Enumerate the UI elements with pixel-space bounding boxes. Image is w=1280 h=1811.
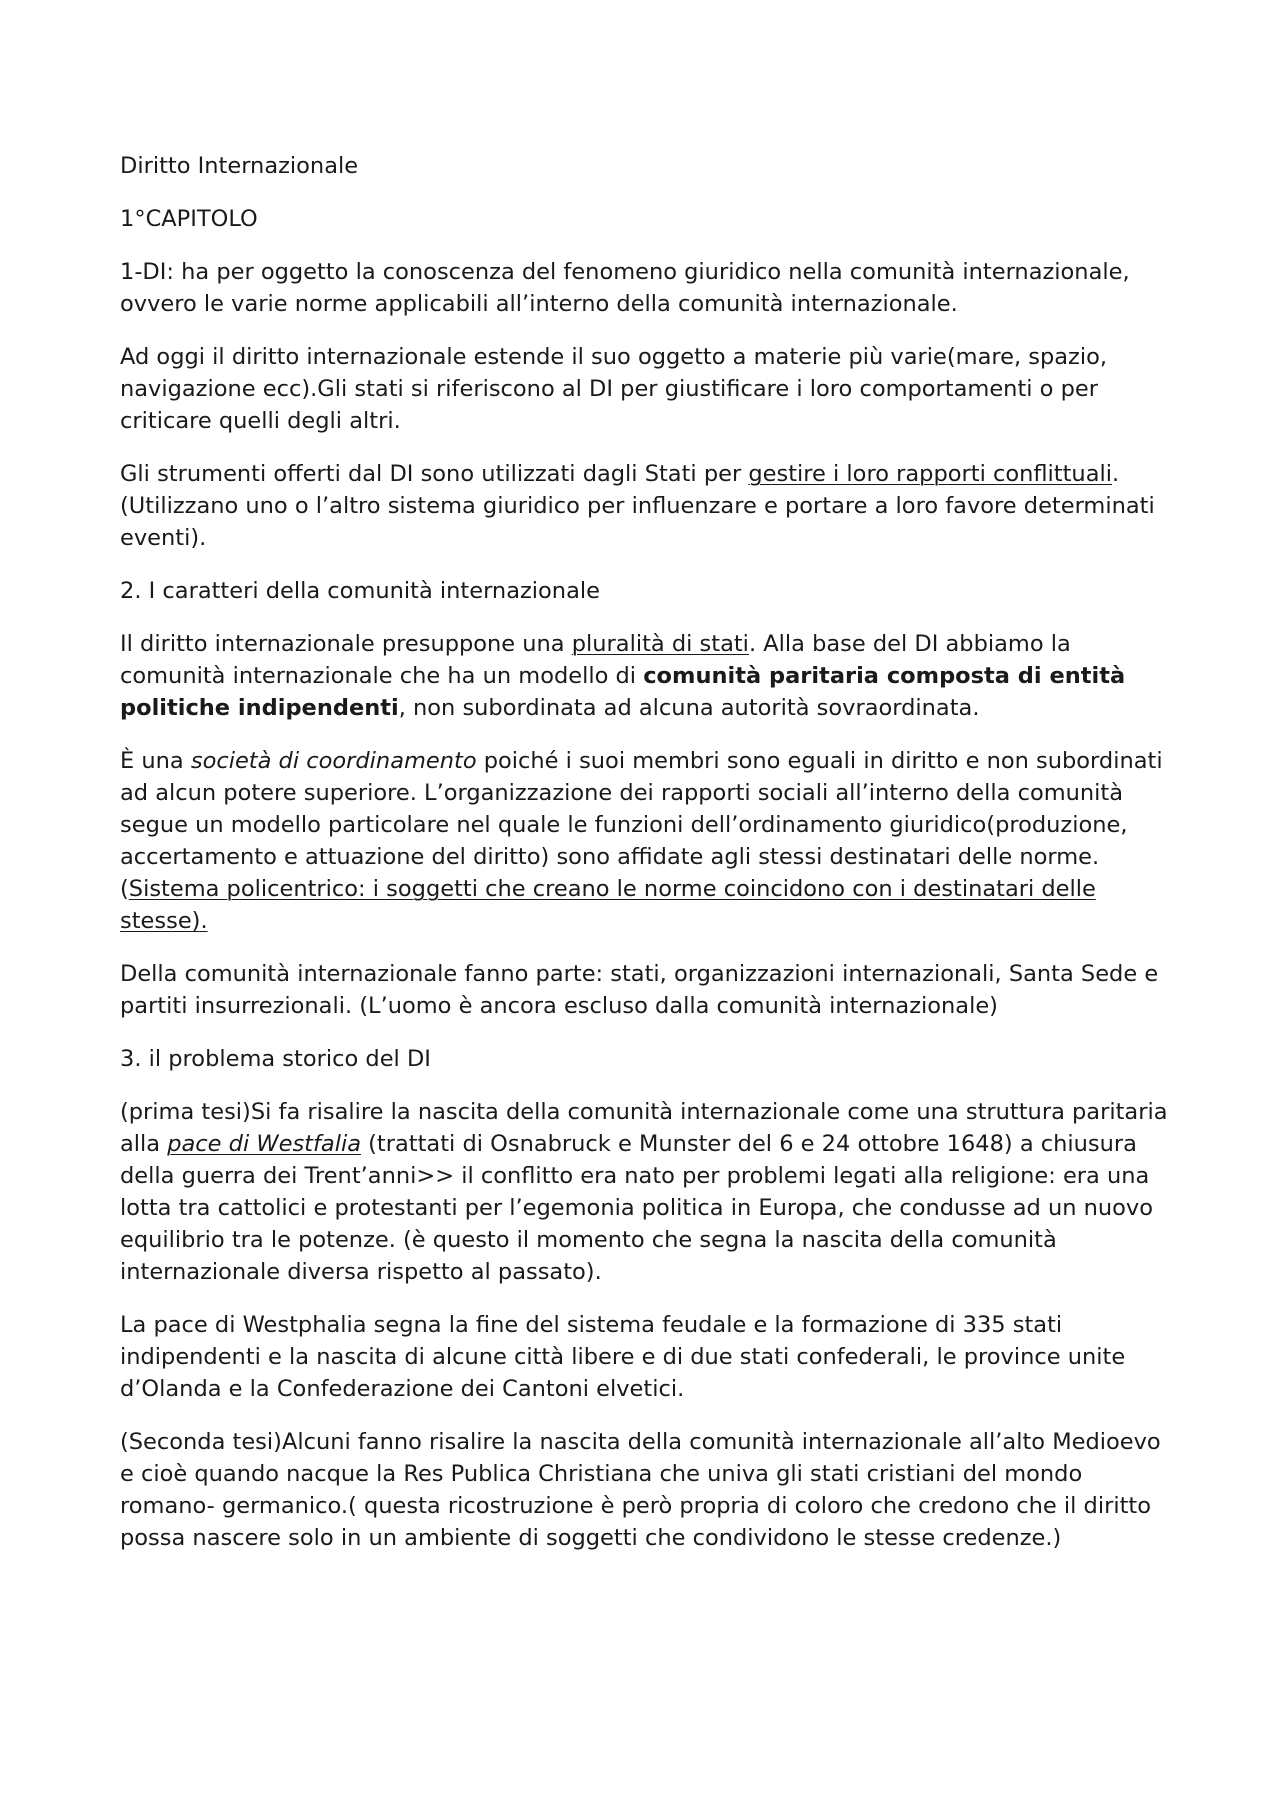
paragraph-8: La pace di Westphalia segna la fine del sistema feudale e la formazione di 335 stati indipendenti e la nascita di alcune città libere e di due stati confederali, le province unite d’Olanda e la Confederazione dei Cantoni elvetici. [120,1312,1126,1402]
bold-phrase: comunità paritaria composta di entità politiche indipendenti [120,663,1126,721]
paragraph-3-text-end: . (Utilizzano uno o l’altro sistema giuridico per influenzare e portare a loro favore determinati eventi). [120,461,1155,551]
paragraph-5-text-middle: poiché i suoi membri sono eguali in diritto e non subordinati ad alcun potere superiore. L’organizzazione dei rapporti sociali all’interno della comunità segue un modello particolare nel quale le funzioni dell’ordinamento giuridico(produzione, accertamento e attuazione del diritto) sono affidate agli stessi destinatari delle norme. ( [120,748,1163,902]
paragraph-7-text: (prima tesi)Si fa risalire la nascita della comunità internazionale come una struttura paritaria alla [120,1099,1168,1157]
paragraph-5-text: È una [120,748,191,774]
paragraph-7 [120,1096,1170,1288]
paragraph-4 [120,628,1170,724]
italic-phrase: società di coordinamento [190,748,477,774]
paragraph-3 [120,458,1170,554]
italic-underlined-phrase: pace di Westfalia [167,1131,361,1157]
paragraph-1: 1-DI: ha per oggetto la conoscenza del fenomeno giuridico nella comunità internazionale, ovvero le varie norme applicabili all’interno della comunità internazionale. [120,259,1130,317]
paragraph-3-text: Gli strumenti offerti dal DI sono utilizzati dagli Stati per [120,461,749,487]
underlined-phrase: gestire i loro rapporti conflittuali [748,461,1112,487]
paragraph-2: Ad oggi il diritto internazionale estende il suo oggetto a materie più varie(mare, spazio, navigazione ecc).Gli stati si riferiscono al DI per giustificare i loro comportamenti o per criticare quelli degli altri. [120,344,1108,434]
paragraph-7-text-end: (trattati di Osnabruck e Munster del 6 e 24 ottobre 1648) a chiusura della guerra dei Trent’anni>> il conflitto era nato per problemi legati alla religione: era una lotta tra cattolici e protestanti per l’egemonia politica in Europa, che condusse ad un nuovo equilibrio tra le potenze. (è questo il momento che segna la nascita della comunità internazionale diversa rispetto al passato). [120,1131,1154,1285]
document-title: Diritto Internazionale [120,153,359,179]
paragraph-9: (Seconda tesi)Alcuni fanno risalire la nascita della comunità internazionale all’alto Medioevo e cioè quando nacque la Res Publica Christiana che univa gli stati cristiani del mondo romano- germanico.( questa ricostruzione è però propria di coloro che credono che il diritto possa nascere solo in un ambiente di soggetti che condividono le stesse credenze.) [120,1429,1161,1551]
section-heading-3: 3. il problema storico del DI [120,1046,431,1072]
chapter-heading: 1°CAPITOLO [120,206,258,232]
document-body [120,150,1170,1575]
paragraph-6: Della comunità internazionale fanno parte: stati, organizzazioni internazionali, Santa Sede e partiti insurrezionali. (L’uomo è ancora escluso dalla comunità internazionale) [120,961,1159,1019]
paragraph-5 [120,745,1170,937]
section-heading-2: 2. I caratteri della comunità internazionale [120,578,600,604]
underlined-phrase: pluralità di stati [571,631,749,657]
underlined-phrase: Sistema policentrico: i soggetti che creano le norme coincidono con i destinatari delle stesse). [120,876,1096,934]
paragraph-4-text-end: , non subordinata ad alcuna autorità sovraordinata. [398,695,980,721]
paragraph-4-text-middle: . Alla base del DI abbiamo la comunità internazionale che ha un modello di [120,631,1071,689]
paragraph-4-text: Il diritto internazionale presuppone una [120,631,572,657]
